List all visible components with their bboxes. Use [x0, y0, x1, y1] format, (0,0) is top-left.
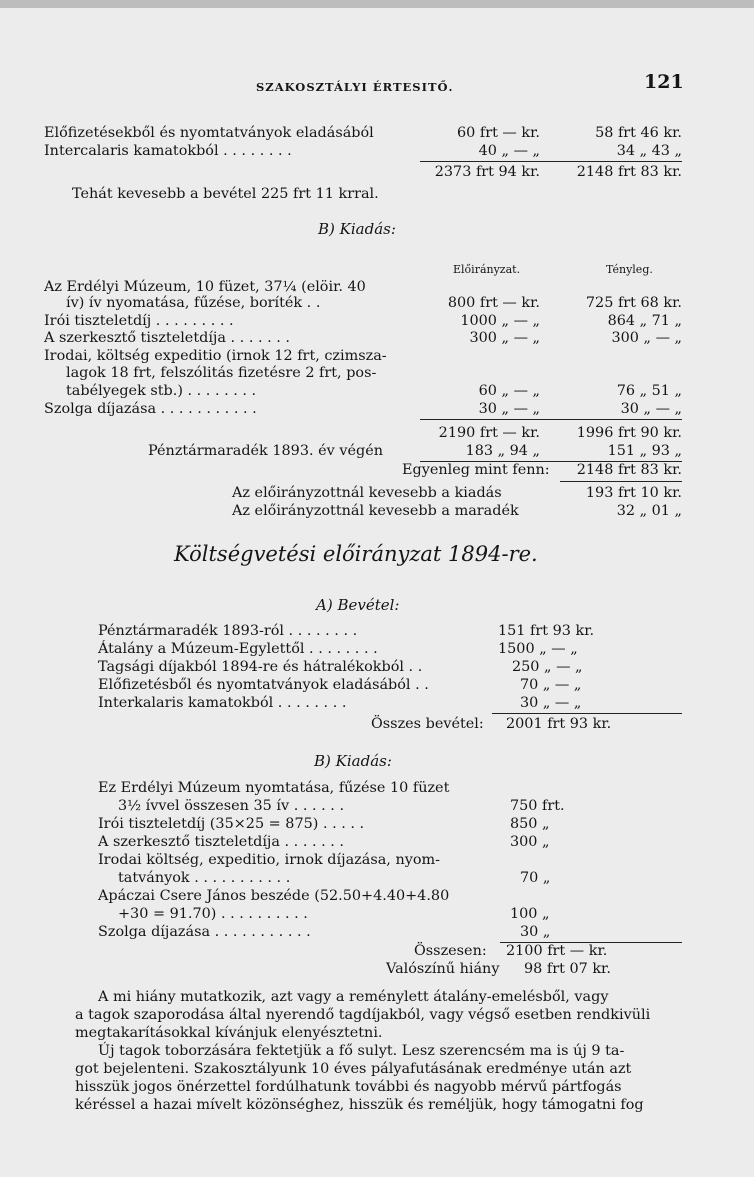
income-total-label: Összes bevétel:: [371, 716, 484, 732]
top-row-label: Intercalaris kamatokból . . . . . . . .: [44, 143, 292, 159]
expense-planned: 300 „ — „: [469, 330, 540, 346]
scan-edge: [0, 0, 754, 8]
budget-expense-value: 100 „: [510, 906, 550, 922]
egyenleg-value: 2148 frt 83 kr.: [576, 462, 682, 478]
top-row-label: Előfizetésekből és nyomtatványok eladásából: [44, 125, 374, 141]
budget-expense-value: 300 „: [510, 834, 550, 850]
income-value: 151 frt 93 kr.: [498, 623, 595, 639]
budget-expense-line: 3½ ívvel összesen 35 ív . . . . . .: [118, 798, 345, 814]
section-heading: B) Kiadás:: [314, 752, 392, 770]
budget-expense-line: +30 = 91.70) . . . . . . . . . .: [118, 906, 308, 922]
expense-actual: 864 „ 71 „: [607, 313, 682, 329]
paragraph-line: a tagok szaporodása által nyerendő tagdíjakból, vagy végső esetben rendkivüli: [75, 1007, 651, 1023]
section-heading: B) Kiadás:: [318, 220, 396, 238]
paragraph-line: got bejelenteni. Szakosztályunk 10 éves pályafutásának eredménye után azt: [75, 1061, 632, 1077]
income-line: Interkalaris kamatokból . . . . . . . .: [98, 695, 347, 711]
expense-line: ív) ív nyomatása, fűzése, boríték . .: [66, 295, 321, 311]
paragraph-line: hisszük jogos önérzettel fordúlhatunk további és nagyobb mérvű pártfogás: [75, 1079, 622, 1095]
top-row-c2: 58 frt 46 kr.: [595, 125, 682, 141]
difference-label: Az előirányzottnál kevesebb a maradék: [232, 503, 519, 519]
expense-line: Irodai, költség expeditio (irnok 12 frt, czimsza-: [44, 348, 387, 364]
top-total-c1: 2373 frt 94 kr.: [434, 164, 540, 180]
page-number: 121: [644, 71, 684, 93]
expense-line: Az Erdélyi Múzeum, 10 füzet, 37¼ (elöir. 40: [44, 279, 366, 295]
column-header-actual: Tényleg.: [606, 263, 653, 276]
budget-expense-value: 850 „: [510, 816, 550, 832]
expense-line: Szolga díjazása . . . . . . . . . . .: [44, 401, 257, 417]
income-value: 1500 „ — „: [498, 641, 578, 657]
income-line: Átalány a Múzeum-Egylettől . . . . . . . .: [98, 641, 378, 657]
paragraph-line: megtakarításokkal kívánjuk elenyésztetni.: [75, 1025, 383, 1041]
expense-actual: 725 frt 68 kr.: [585, 295, 682, 311]
expense-planned: 1000 „ — „: [460, 313, 540, 329]
expense-total-actual: 1996 frt 90 kr.: [576, 425, 682, 441]
difference-label: Az előirányzottnál kevesebb a kiadás: [232, 485, 502, 501]
expense-total-planned: 2190 frt — kr.: [438, 425, 540, 441]
expense-line: A szerkesztő tiszteletdíja . . . . . . .: [44, 330, 291, 346]
budget-expense-value: 70 „: [520, 870, 551, 886]
budget-expense-line: Szolga díjazása . . . . . . . . . . .: [98, 924, 311, 940]
difference-value: 193 frt 10 kr.: [585, 485, 682, 501]
expense-planned: 30 „ — „: [478, 401, 540, 417]
sum-rule: [492, 713, 682, 714]
penztar-actual: 151 „ 93 „: [607, 443, 682, 459]
top-row-c2: 34 „ 43 „: [616, 143, 682, 159]
budget-expense-line: Ez Erdélyi Múzeum nyomtatása, fűzése 10 füzet: [98, 780, 450, 796]
expense-line: Irói tiszteletdíj . . . . . . . . .: [44, 313, 234, 329]
top-row-c1: 60 frt — kr.: [456, 125, 540, 141]
difference-value: 32 „ 01 „: [616, 503, 682, 519]
income-line: Tagsági díjakból 1894-re és hátralékokból . .: [98, 659, 423, 675]
deficit-value: 98 frt 07 kr.: [524, 961, 611, 977]
expense-actual: 300 „ — „: [611, 330, 682, 346]
budget-expense-line: A szerkesztő tiszteletdíja . . . . . . .: [98, 834, 345, 850]
paragraph-line: Új tagok toborzására fektetjük a fő sulyt. Lesz szerencsém ma is új 9 ta-: [98, 1043, 625, 1059]
sum-rule: [420, 419, 682, 420]
paragraph-line: kéréssel a hazai mívelt közönséghez, hisszük és reméljük, hogy támogatni fog: [75, 1097, 644, 1113]
budget-expense-value: 750 frt.: [510, 798, 565, 814]
sum-rule: [420, 161, 682, 162]
income-line: Pénztármaradék 1893-ról . . . . . . . .: [98, 623, 358, 639]
egyenleg-label: Egyenleg mint fenn:: [402, 462, 550, 478]
budget-expense-line: Irói tiszteletdíj (35×25 = 875) . . . . .: [98, 816, 365, 832]
expense-total-label: Összesen:: [414, 943, 487, 959]
top-note: Tehát kevesebb a bevétel 225 frt 11 krral.: [72, 186, 379, 202]
expense-total-value: 2100 frt — kr.: [506, 943, 608, 959]
budget-expense-value: 30 „: [520, 924, 551, 940]
penztar-label: Pénztármaradék 1893. év végén: [148, 443, 383, 459]
budget-expense-line: Irodai költség, expeditio, irnok díjazása, nyom-: [98, 852, 441, 868]
expense-line: tabélyegek stb.) . . . . . . . .: [66, 383, 257, 399]
sum-rule: [560, 481, 682, 482]
expense-line: lagok 18 frt, felszólitás fizetésre 2 frt, pos-: [66, 365, 377, 381]
budget-title: Költségvetési előirányzat 1894-re.: [174, 542, 538, 566]
paragraph-line: A mi hiány mutatkozik, azt vagy a reménylett átalány-emelésből, vagy: [98, 989, 609, 1005]
column-header-planned: Előirányzat.: [453, 263, 521, 276]
expense-planned: 800 frt — kr.: [447, 295, 540, 311]
income-line: Előfizetésből és nyomtatványok eladásából . .: [98, 677, 429, 693]
expense-planned: 60 „ — „: [478, 383, 540, 399]
income-value: 250 „ — „: [512, 659, 583, 675]
income-value: 70 „ — „: [520, 677, 582, 693]
budget-expense-line: tatványok . . . . . . . . . . .: [118, 870, 291, 886]
top-row-c1: 40 „ — „: [478, 143, 540, 159]
budget-expense-line: Apáczai Csere János beszéde (52.50+4.40+4.80: [98, 888, 450, 904]
penztar-planned: 183 „ 94 „: [465, 443, 540, 459]
section-heading: A) Bevétel:: [316, 596, 400, 614]
running-header: SZAKOSZTÁLYI ÉRTESITŐ.: [256, 80, 454, 94]
income-value: 30 „ — „: [520, 695, 582, 711]
expense-actual: 30 „ — „: [620, 401, 682, 417]
expense-actual: 76 „ 51 „: [616, 383, 682, 399]
top-total-c2: 2148 frt 83 kr.: [576, 164, 682, 180]
deficit-label: Valószínű hiány: [386, 961, 500, 977]
income-total-value: 2001 frt 93 kr.: [506, 716, 612, 732]
